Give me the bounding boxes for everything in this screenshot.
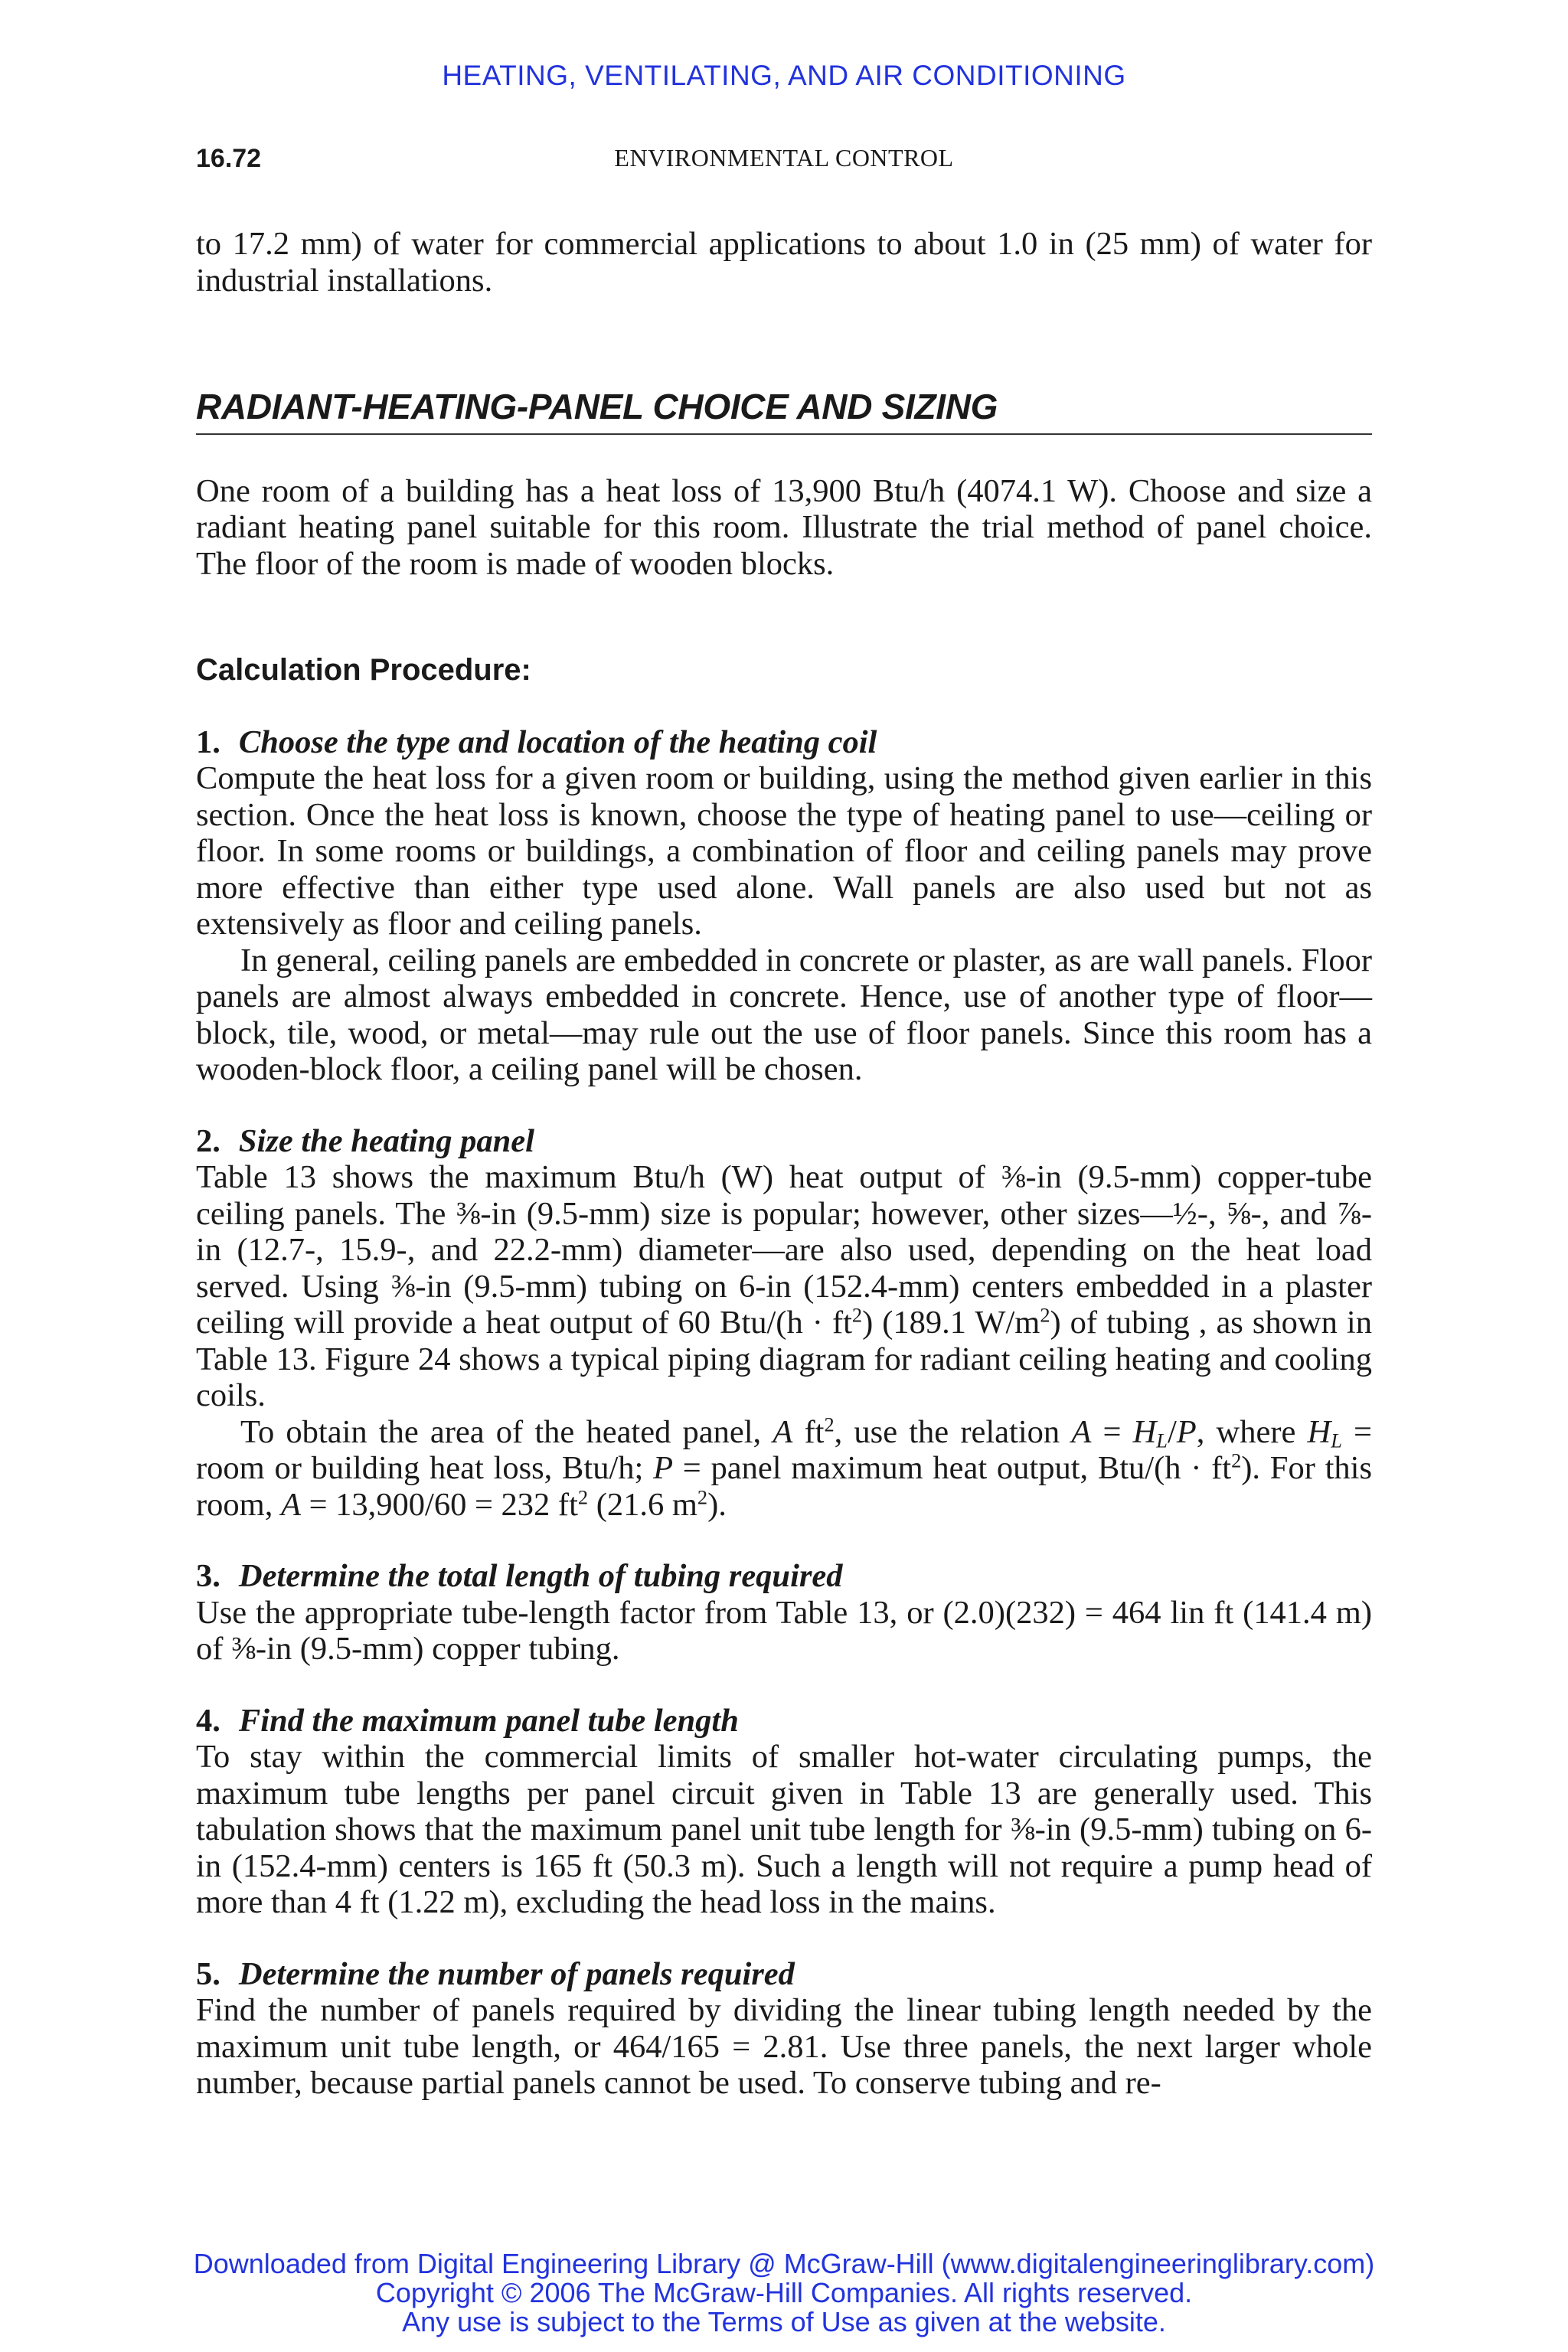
step-title [196,1703,1372,1740]
step-heading: Choose the type and location of the heating coil [238,724,877,760]
step-4 [196,1703,1372,1921]
running-title: ENVIRONMENTAL CONTROL [614,144,954,172]
footer-copyright: Copyright © 2006 The McGraw-Hill Companies. All rights reserved. [375,2277,1193,2308]
step-paragraph: To stay within the commercial limits of smaller hot-water circulating pumps, the maximum tube lengths per panel circuit given in Table 13 are generally used. This tabulation shows that the maximum panel unit tube length for ⅜-in (9.5-mm) tubing on 6-in (152.4-mm) centers is 165 ft (50.3 m). Such a length will not require a pump head of more than 4 ft (1.22 m), excluding the head loss in the mains. [196,1739,1372,1920]
step-number: 1. [196,724,220,760]
step-5 [196,1956,1372,2102]
step-heading: Find the maximum panel tube length [238,1702,739,1739]
step-heading: Determine the total length of tubing required [238,1558,843,1594]
step-title [196,1956,1372,1993]
step-heading: Size the heating panel [238,1122,534,1159]
section-title: RADIANT-HEATING-PANEL CHOICE AND SIZING [196,389,1372,435]
procedure-heading: Calculation Procedure: [196,653,531,687]
page-body [196,226,1372,2102]
footer-terms: Any use is subject to the Terms of Use as given at the website. [402,2306,1166,2337]
step-paragraph: Table 13 shows the maximum Btu/h (W) heat output of ⅜-in (9.5-mm) copper-tube ceiling panels. The ⅜-in (9.5-mm) size is popular; however, other sizes—½-, ⅝-, and ⅞-in (12.7-, 15.9-, and 22.2-mm) diameter—are also used, depending on the heat load served. Using ⅜-in (9.5-mm) tubing on 6-in (152.4-mm) centers embedded in a plaster ceiling will provide a heat output of 60 $Btu/(h \cdot ft^2)$ (189.1 $W/m^2$) of tubing , as shown in Table 13. Figure 24 shows a typical piping diagram for radiant ceiling heating and cooling coils. [196,1159,1372,1413]
step-number: 3. [196,1558,220,1594]
intro-paragraph: to 17.2 mm) of water for commercial applications to about 1.0 in (25 mm) of water for industrial installations. [196,226,1372,299]
document-banner: HEATING, VENTILATING, AND AIR CONDITIONING [442,60,1126,91]
step-title [196,724,1372,761]
step-number: 5. [196,1955,220,1992]
step-number: 4. [196,1702,220,1739]
page-number: 16.72 [196,144,262,173]
step-2 [196,1123,1372,1524]
running-head [196,144,1372,182]
step-title [196,1123,1372,1160]
step-title [196,1558,1372,1595]
step-paragraph: Use the appropriate tube-length factor from Table 13, or (2.0)(232) = 464 lin ft (141.4 m) of ⅜-in (9.5-mm) copper tubing. [196,1594,1372,1667]
step-heading: Determine the number of panels required [238,1955,795,1992]
step-paragraph: To obtain the area of the heated panel, A $ft^2$, use the relation $A = H_L/P$, where $H_L$ = room or building heat loss, Btu/h; P = panel maximum heat output, $Btu/(h \cdot ft^2)$. For this room, A = 13,900/60 = 232 $ft^2$ (21.6 $m^2$). [196,1413,1373,1523]
step-paragraph: Compute the heat loss for a given room or building, using the method given earlier in this section. Once the heat loss is known, choose the type of heating panel to use—ceiling or floor. In some rooms or buildings, a combination of floor and ceiling panels may prove more effective than either type used alone. Wall panels are also used but not as extensively as floor and ceiling panels. [196,760,1372,942]
step-paragraph: In general, ceiling panels are embedded in concrete or plaster, as are wall panels. Floor panels are almost always embedded in concrete. Hence, use of another type of floor—block, tile, wood, or metal—may rule out the use of floor panels. Since this room has a wooden-block floor, a ceiling panel will be chosen. [196,942,1372,1087]
step-paragraph: Find the number of panels required by dividing the linear tubing length needed by the maximum unit tube length, or 464/165 = 2.81. Use three panels, the next larger whole number, because partial panels cannot be used. To conserve tubing and re- [196,1992,1372,2101]
footer-source-link[interactable]: Downloaded from Digital Engineering Library @ McGraw-Hill (www.digitalengineeringlibrary.com) [193,2248,1375,2279]
download-footer [0,2249,1568,2337]
step-3 [196,1558,1372,1668]
step-1 [196,724,1372,1088]
problem-statement: One room of a building has a heat loss of 13,900 Btu/h (4074.1 W). Choose and size a radiant heating panel suitable for this room. Illustrate the trial method of panel choice. The floor of the room is made of wooden blocks. [196,472,1372,582]
step-number: 2. [196,1122,220,1159]
